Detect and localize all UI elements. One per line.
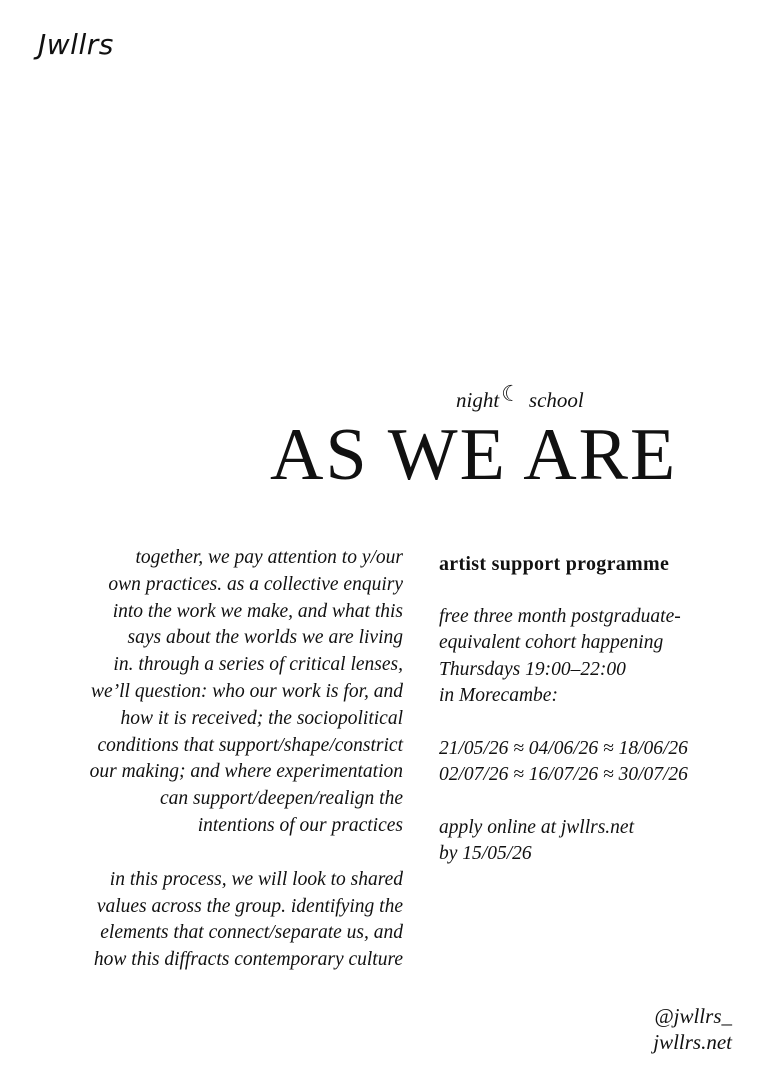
page-title: AS WE ARE — [270, 414, 678, 496]
apply-online-text: apply online at jwllrs.net — [439, 816, 634, 838]
programme-heading: artist support programme — [439, 553, 670, 575]
description-column — [33, 545, 403, 974]
description-line: our making; and where experimentation — [89, 761, 403, 783]
website-link: jwllrs.net — [653, 1030, 732, 1054]
description-line: how this diffracts contemporary culture — [93, 949, 403, 971]
programme-detail-line: equivalent cohort happening — [439, 632, 664, 653]
description-line: in. through a series of critical lenses, — [113, 654, 403, 676]
subtitle-night: night — [456, 388, 500, 412]
programme-dates-line: 21/05/26 ≈ 04/06/26 ≈ 18/06/26 — [439, 737, 688, 759]
description-line: we’ll question: who our work is for, and — [90, 680, 403, 702]
description-line: says about the worlds we are living — [127, 627, 403, 649]
programme-dates-line: 02/07/26 ≈ 16/07/26 ≈ 30/07/26 — [439, 764, 688, 785]
description-paragraph-2 — [33, 867, 403, 974]
programme-detail-line: Thursdays 19:00–22:00 — [439, 658, 626, 680]
brand-logo: Jwllrs — [38, 28, 114, 61]
programme-apply — [439, 815, 688, 868]
description-line: elements that connect/separate us, and — [100, 922, 403, 944]
description-line: conditions that support/shape/constrict — [97, 734, 403, 756]
social-handle: @jwllrs_ — [654, 1004, 732, 1028]
description-line: together, we pay attention to y/our — [135, 547, 403, 568]
moon-icon: ☾ — [501, 381, 521, 406]
footer-contact — [653, 1003, 732, 1055]
description-line: can support/deepen/realign the — [160, 788, 403, 810]
subtitle-school: school — [528, 388, 584, 412]
description-line: into the work we make, and what this — [112, 600, 403, 622]
subtitle — [456, 381, 584, 412]
description-line: own practices. as a collective enquiry — [108, 573, 403, 595]
apply-deadline-text: by 15/05/26 — [439, 843, 532, 864]
description-line: intentions of our practices — [197, 814, 403, 836]
programme-column — [439, 551, 688, 868]
programme-detail-line: in Morecambe: — [439, 685, 558, 706]
programme-dates — [439, 736, 688, 789]
description-line: values across the group. identifying the — [96, 895, 403, 917]
description-line: in this process, we will look to shared — [109, 868, 403, 890]
description-line: how it is received; the sociopolitical — [120, 707, 403, 729]
programme-detail-line: free three month postgraduate- — [439, 605, 681, 627]
programme-details — [439, 604, 688, 710]
description-paragraph-1 — [33, 545, 403, 840]
